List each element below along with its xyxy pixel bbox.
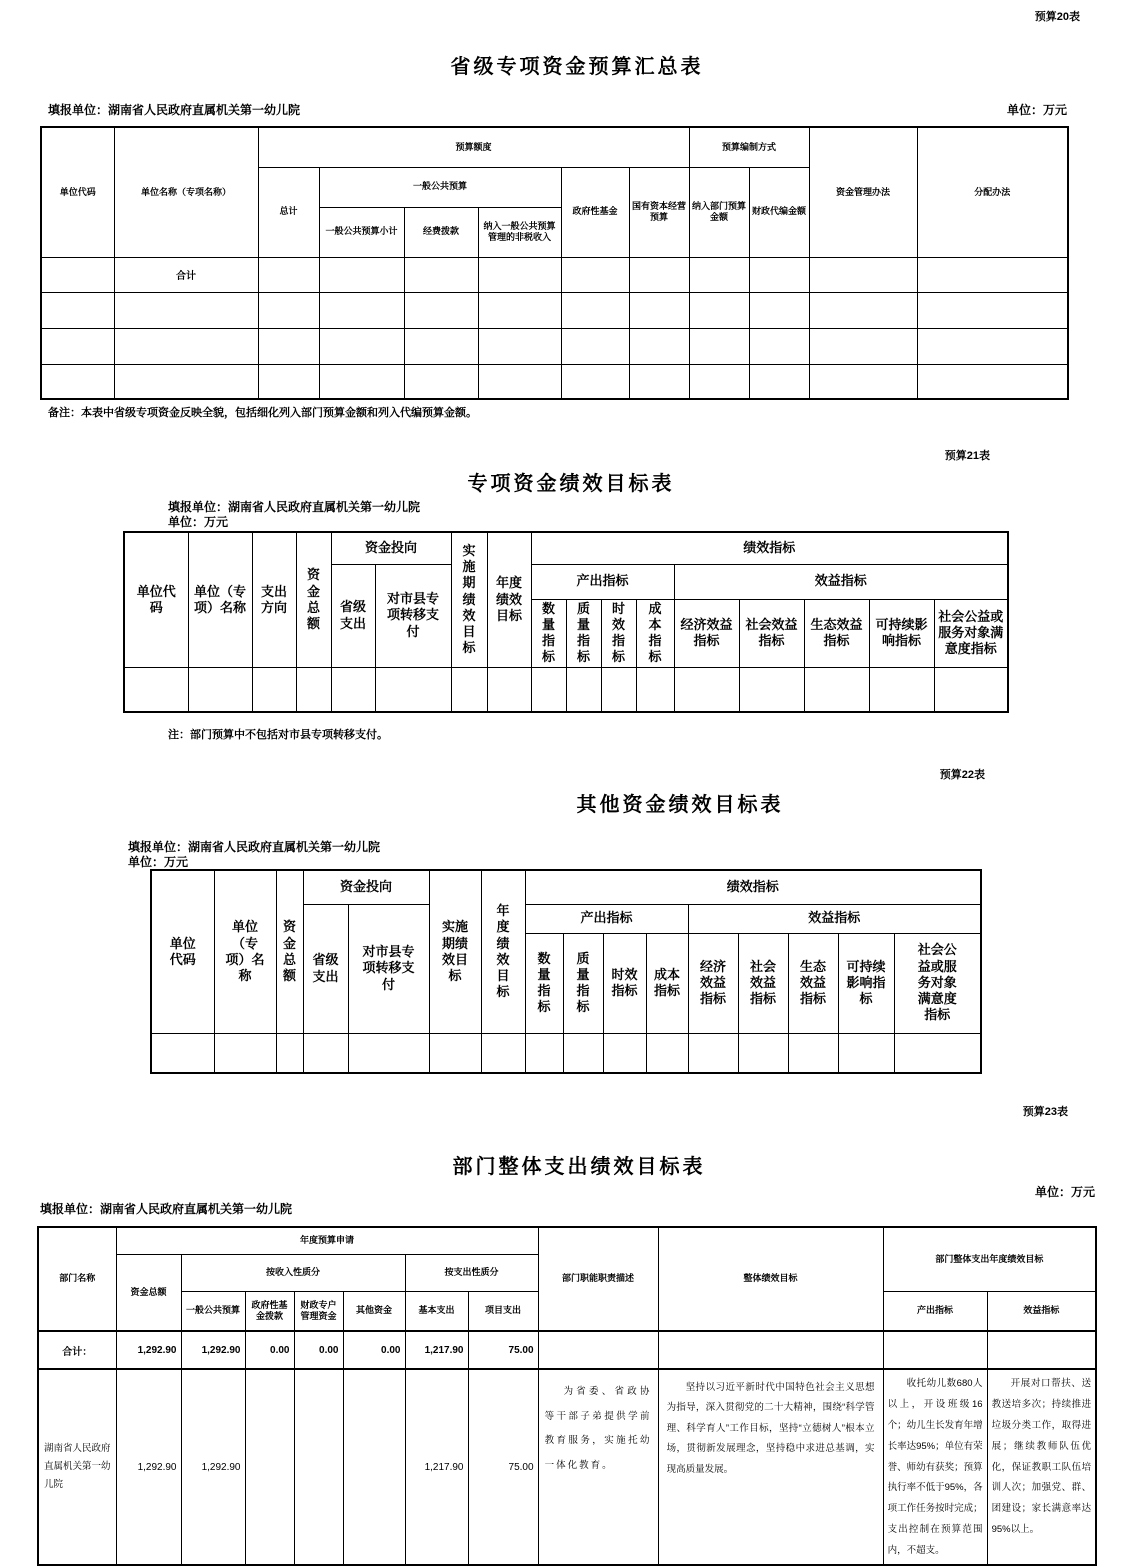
- cell: [531, 667, 566, 712]
- cell: [258, 292, 319, 328]
- h-output-indicators: 产出指标: [883, 1291, 987, 1331]
- label: 数量指标: [537, 950, 551, 1015]
- table23-title: 部门整体支出绩效目标表: [452, 1156, 706, 1178]
- cell: [331, 667, 375, 712]
- cell: [214, 1033, 276, 1073]
- h-annual-goal: [487, 532, 531, 667]
- h-economic: 经济效益指标: [674, 599, 739, 667]
- h-unit-code: 单位代码: [41, 127, 114, 257]
- table22-fill-unit: 填报单位：湖南省人民政府直属机关第一幼儿院: [128, 840, 381, 854]
- label: 社会公益或服务对象满意度指标: [917, 942, 957, 1023]
- h-nontax-income: 纳入一般公共预算管理的非税收入: [478, 207, 561, 257]
- h-perf-indicators: 绩效指标: [531, 532, 1008, 564]
- cell: [629, 328, 689, 364]
- cell: [883, 1331, 987, 1369]
- label: 支出方向: [260, 583, 287, 615]
- h-provincial-spend: [303, 904, 348, 1033]
- h-in-dept-budget: 纳入部门预算金额: [689, 167, 749, 257]
- cell: [404, 328, 478, 364]
- empty-row: [124, 667, 1008, 712]
- h-project-expenditure: 项目支出: [468, 1291, 538, 1331]
- cell: [188, 667, 252, 712]
- cell: [674, 667, 739, 712]
- h-satisfaction: 社会公益或服务对象满意度指标: [934, 599, 1008, 667]
- h-unit-code: [124, 532, 188, 667]
- table20-unit: 单位：万元: [1006, 103, 1067, 117]
- empty-row: [41, 328, 1068, 364]
- cell: [561, 328, 629, 364]
- cell: [629, 364, 689, 399]
- h-fund-total: 资金总额: [116, 1254, 181, 1331]
- cell: [804, 667, 869, 712]
- table-dept-overall-performance: [37, 1226, 1097, 1566]
- cell: [404, 292, 478, 328]
- dept-duty-text: 为省委、省政协等干部子弟提供学前教育服务，实施托幼一体化教育。: [538, 1369, 658, 1565]
- cell: [41, 328, 114, 364]
- cell: [561, 364, 629, 399]
- total-gov-fund: 0.00: [245, 1331, 294, 1369]
- benefit-indicator-text: 开展对口帮扶、送教送培多次；持续推进垃圾分类工作，取得进展；继续教师队伍优化，保证教职工队伍培训人次；加强党、群、团建设；家长满意率达95%以上。: [987, 1369, 1096, 1565]
- h-allocation-method: 分配办法: [917, 127, 1068, 257]
- cell: [124, 667, 188, 712]
- label: 年度绩效目标: [496, 903, 510, 1000]
- cell: [749, 364, 809, 399]
- cell: [41, 292, 114, 328]
- h-annual-perf-goal: 部门整体支出年度绩效目标: [883, 1227, 1096, 1291]
- cell: [151, 1033, 214, 1073]
- cell: [629, 292, 689, 328]
- label: 实施期绩效目标: [442, 919, 469, 983]
- h-state-capital-budget: 国有资本经营预算: [629, 167, 689, 257]
- h-cost: [636, 599, 674, 667]
- cell: [689, 328, 749, 364]
- h-cost: [646, 933, 688, 1033]
- cell: [258, 257, 319, 292]
- h-other-fund: 其他资金: [343, 1291, 405, 1331]
- h-total: 总计: [258, 167, 319, 257]
- label: 对市县专项转移支付: [362, 944, 415, 992]
- h-budget-quota: 预算额度: [258, 127, 689, 167]
- h-ecological: [788, 933, 838, 1033]
- table23-fill-unit: 填报单位：湖南省人民政府直属机关第一幼儿院: [40, 1202, 293, 1216]
- table23-tag: 预算23表: [1022, 1106, 1068, 1118]
- cell: [538, 1331, 658, 1369]
- cell: [561, 292, 629, 328]
- label: 年度绩效目标: [496, 575, 523, 623]
- label: 省级支出: [339, 599, 366, 631]
- cell: [41, 257, 114, 292]
- h-transfer-payment: [375, 564, 451, 667]
- cell: [646, 1033, 688, 1073]
- h-timeliness: [601, 599, 636, 667]
- h-quantity: [531, 599, 566, 667]
- h-unit-code: [151, 870, 214, 1033]
- cell: [688, 1033, 738, 1073]
- table-budget-summary: [40, 126, 1069, 400]
- table20-note: 备注：本表中省级专项资金反映全貌，包括细化列入部门预算金额和列入代编预算金额。: [48, 407, 477, 419]
- cell: [348, 1033, 429, 1073]
- cell: [252, 667, 296, 712]
- cell: [487, 667, 531, 712]
- cell: [343, 1369, 405, 1565]
- label: 经济效益指标: [700, 958, 727, 1007]
- table22-title: 其他资金绩效目标表: [576, 794, 784, 816]
- h-social: 社会效益指标: [739, 599, 804, 667]
- label: 生态效益指标: [800, 958, 827, 1007]
- h-timeliness: [603, 933, 646, 1033]
- table23-unit: 单位：万元: [1034, 1185, 1095, 1199]
- h-unit-name: [214, 870, 276, 1033]
- table21-title: 专项资金绩效目标表: [467, 473, 675, 495]
- h-economic: [688, 933, 738, 1033]
- h-spend-direction: [252, 532, 296, 667]
- total-other: 0.00: [343, 1331, 405, 1369]
- cell: [478, 328, 561, 364]
- cell: [749, 257, 809, 292]
- label: 时效指标: [611, 966, 638, 998]
- table22-unit: 单位：万元: [128, 855, 189, 869]
- cell: [689, 292, 749, 328]
- cell: [319, 364, 404, 399]
- cell: [658, 1331, 883, 1369]
- label: 时效指标: [612, 600, 626, 665]
- label: 成本指标: [648, 600, 662, 665]
- h-dept-name: 部门名称: [38, 1227, 116, 1331]
- cell: [917, 364, 1068, 399]
- h-fund-total: [276, 870, 303, 1033]
- cell: [566, 667, 601, 712]
- dept-basic: 1,217.90: [405, 1369, 468, 1565]
- label: 省级支出: [312, 952, 339, 984]
- cell: [478, 257, 561, 292]
- h-unit-name: 单位名称（专项名称）: [114, 127, 258, 257]
- cell: [749, 328, 809, 364]
- label: 成本指标: [654, 966, 681, 998]
- cell: [809, 328, 917, 364]
- total-label: 合计: [114, 257, 258, 292]
- cell: [809, 257, 917, 292]
- cell: [276, 1033, 303, 1073]
- h-perf-indicators: 绩效指标: [525, 870, 981, 904]
- cell: [689, 257, 749, 292]
- h-finance-compiled: 财政代编金额: [749, 167, 809, 257]
- output-indicator-text: 收托幼儿数680人以上，开设班级16个；幼儿生长发育年增长率达95%；单位有荣誉、师幼有获奖；预算执行率不低于95%，各项工作任务按时完成；支出控制在预算范围内，不超支。: [883, 1369, 987, 1565]
- cell: [303, 1033, 348, 1073]
- h-fund-total: [296, 532, 331, 667]
- cell: [738, 1033, 788, 1073]
- cell: [481, 1033, 525, 1073]
- h-ecological: 生态效益指标: [804, 599, 869, 667]
- label: 可持续影响指标: [846, 958, 886, 1007]
- cell: [809, 364, 917, 399]
- h-transfer-payment: [348, 904, 429, 1033]
- cell: [375, 667, 451, 712]
- table-special-fund-performance: [123, 531, 1009, 713]
- cell: [114, 292, 258, 328]
- cell: [601, 667, 636, 712]
- table20-tag: 预算20表: [1034, 11, 1080, 23]
- cell: [478, 292, 561, 328]
- cell: [636, 667, 674, 712]
- empty-row: [151, 1033, 981, 1073]
- label: 资金总额: [282, 919, 296, 983]
- cell: [561, 257, 629, 292]
- cell: [629, 257, 689, 292]
- total-project: 75.00: [468, 1331, 538, 1369]
- label: 对市县专项转移支付: [386, 591, 439, 639]
- table22-tag: 预算22表: [939, 769, 985, 781]
- cell: [739, 667, 804, 712]
- cell: [319, 292, 404, 328]
- table21-tag: 预算21表: [944, 450, 990, 462]
- h-benefit-indicators: 效益指标: [987, 1291, 1096, 1331]
- h-benefit-indicators: 效益指标: [674, 564, 1008, 599]
- cell: [749, 292, 809, 328]
- cell: [319, 328, 404, 364]
- table20-fill-unit: 填报单位：湖南省人民政府直属机关第一幼儿院: [48, 103, 301, 117]
- label: 资金总额: [306, 567, 320, 631]
- h-annual-budget-request: 年度预算申请: [116, 1227, 538, 1254]
- h-benefit-indicators: 效益指标: [688, 904, 981, 933]
- h-general-public-budget: 一般公共预算: [181, 1291, 245, 1331]
- h-unit-name: 单位（专项）名称: [188, 532, 252, 667]
- h-quality: [566, 599, 601, 667]
- dept-project: 75.00: [468, 1369, 538, 1565]
- label: 单位代码: [136, 583, 176, 615]
- h-funding-appropriation: 经费拨款: [404, 207, 478, 257]
- h-general-public-budget: 一般公共预算: [319, 167, 561, 207]
- cell: [478, 364, 561, 399]
- cell: [563, 1033, 603, 1073]
- h-gov-fund-appropriation: 政府性基金拨款: [245, 1291, 294, 1331]
- table20-title: 省级专项资金预算汇总表: [450, 56, 704, 78]
- label: 质量指标: [577, 600, 591, 665]
- h-gov-fund: 政府性基金: [561, 167, 629, 257]
- cell: [917, 257, 1068, 292]
- total-general-public: 1,292.90: [181, 1331, 245, 1369]
- cell: [294, 1369, 343, 1565]
- table-other-fund-performance: [150, 869, 982, 1074]
- cell: [296, 667, 331, 712]
- cell: [934, 667, 1008, 712]
- cell: [603, 1033, 646, 1073]
- total-row: [38, 1331, 1096, 1369]
- label: 质量指标: [576, 950, 590, 1015]
- h-impl-goal: [429, 870, 481, 1033]
- h-impl-goal: [451, 532, 487, 667]
- h-provincial-spend: [331, 564, 375, 667]
- table21-fill-unit: 填报单位：湖南省人民政府直属机关第一幼儿院: [168, 500, 421, 514]
- cell: [319, 257, 404, 292]
- cell: [258, 328, 319, 364]
- cell: [987, 1331, 1096, 1369]
- h-basic-expenditure: 基本支出: [405, 1291, 468, 1331]
- cell: [114, 328, 258, 364]
- cell: [838, 1033, 894, 1073]
- empty-row: [41, 364, 1068, 399]
- h-social: [738, 933, 788, 1033]
- total-fund-total: 1,292.90: [116, 1331, 181, 1369]
- h-overall-goal: 整体绩效目标: [658, 1227, 883, 1331]
- h-compile-method: 预算编制方式: [689, 127, 809, 167]
- total-fiscal-account: 0.00: [294, 1331, 343, 1369]
- cell: [41, 364, 114, 399]
- empty-row: [41, 292, 1068, 328]
- dept-general-public: 1,292.90: [181, 1369, 245, 1565]
- h-output-indicators: 产出指标: [525, 904, 688, 933]
- total-label: 合计：: [38, 1331, 116, 1369]
- total-row: [41, 257, 1068, 292]
- label: 实施期绩效目标: [462, 542, 476, 656]
- cell: [525, 1033, 563, 1073]
- h-output-indicators: 产出指标: [531, 564, 674, 599]
- h-gp-subtotal: 一般公共预算小计: [319, 207, 404, 257]
- h-sustainable: 可持续影响指标: [869, 599, 934, 667]
- dept-name: 湖南省人民政府直属机关第一幼儿院: [38, 1369, 116, 1565]
- cell: [809, 292, 917, 328]
- h-dept-duty: 部门职能职责描述: [538, 1227, 658, 1331]
- table21-note: 注：部门预算中不包括对市县专项转移支付。: [168, 729, 388, 741]
- cell: [429, 1033, 481, 1073]
- dept-fund-total: 1,292.90: [116, 1369, 181, 1565]
- label: 单位代码: [169, 935, 196, 967]
- h-fund-management: 资金管理办法: [809, 127, 917, 257]
- h-satisfaction: [894, 933, 981, 1033]
- h-fund-direction: 资金投向: [331, 532, 451, 564]
- dept-data-row: [38, 1369, 1096, 1565]
- cell: [689, 364, 749, 399]
- h-fund-direction: 资金投向: [303, 870, 429, 904]
- cell: [917, 328, 1068, 364]
- overall-goal-text: 坚持以习近平新时代中国特色社会主义思想为指导，深入贯彻党的二十大精神，围绕“科学管理、科学育人”工作目标，坚持“立德树人”根本立场，贯彻新发展理念，坚持稳中求进总基调，实现高质量发展。: [658, 1369, 883, 1565]
- cell: [404, 364, 478, 399]
- h-quantity: [525, 933, 563, 1033]
- label: 社会效益指标: [750, 958, 777, 1007]
- total-basic: 1,217.90: [405, 1331, 468, 1369]
- cell: [114, 364, 258, 399]
- label: 数量指标: [542, 600, 556, 665]
- label: 单位（专项）名称: [225, 919, 265, 983]
- h-sustainable: [838, 933, 894, 1033]
- h-by-income: 按收入性质分: [181, 1254, 405, 1291]
- cell: [404, 257, 478, 292]
- cell: [869, 667, 934, 712]
- h-by-expenditure: 按支出性质分: [405, 1254, 538, 1291]
- h-annual-goal: [481, 870, 525, 1033]
- cell: [245, 1369, 294, 1565]
- cell: [917, 292, 1068, 328]
- cell: [258, 364, 319, 399]
- h-quality: [563, 933, 603, 1033]
- cell: [451, 667, 487, 712]
- h-fiscal-account-fund: 财政专户管理资金: [294, 1291, 343, 1331]
- table21-unit: 单位：万元: [168, 515, 229, 529]
- cell: [788, 1033, 838, 1073]
- cell: [894, 1033, 981, 1073]
